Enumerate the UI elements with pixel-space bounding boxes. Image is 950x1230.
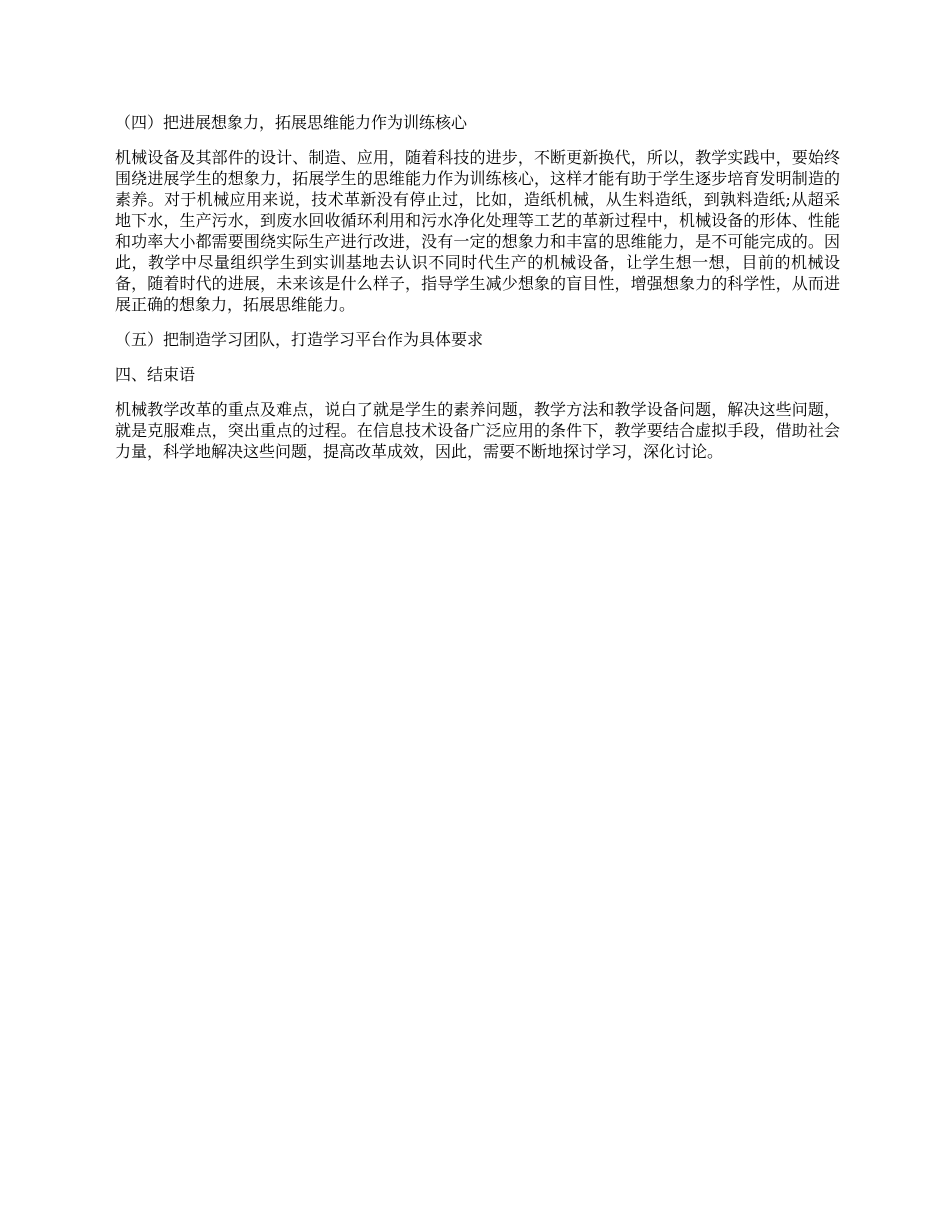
section-5-heading: （五）把制造学习团队，打造学习平台作为具体要求: [115, 330, 484, 349]
section-4-heading: （四）把进展想象力，拓展思维能力作为训练核心: [115, 113, 468, 132]
conclusion-heading: 四、结束语: [115, 365, 196, 384]
conclusion-paragraph: 机械教学改革的重点及难点，说白了就是学生的素养问题，教学方法和教学设备问题，解决这些问题，就是克服难点，突出重点的过程。在信息技术设备广泛应用的条件下，教学要结合虚拟手段，借助社会力量，科学地解决这些问题，提高改革成效，因此，需要不断地探讨学习，深化讨论。: [115, 400, 840, 461]
section-4-paragraph: 机械设备及其部件的设计、制造、应用，随着科技的进步，不断更新换代，所以，教学实践中，要始终围绕进展学生的想象力，拓展学生的思维能力作为训练核心，这样才能有助于学生逐步培育发明制造的素养。对于机械应用来说，技术革新没有停止过，比如，造纸机械，从生料造纸，到孰料造纸;从超采地下水，生产污水，到废水回收循环利用和污水净化处理等工艺的革新过程中，机械设备的形体、性能和功率大小都需要围绕实际生产进行改进，没有一定的想象力和丰富的思维能力，是不可能完成的。因此，教学中尽量组织学生到实训基地去认识不同时代生产的机械设备，让学生想一想，目前的机械设备，随着时代的进展，未来该是什么样子，指导学生减少想象的盲目性，增强想象力的科学性，从而进展正确的想象力，拓展思维能力。: [115, 148, 840, 314]
document-body: [115, 112, 840, 476]
